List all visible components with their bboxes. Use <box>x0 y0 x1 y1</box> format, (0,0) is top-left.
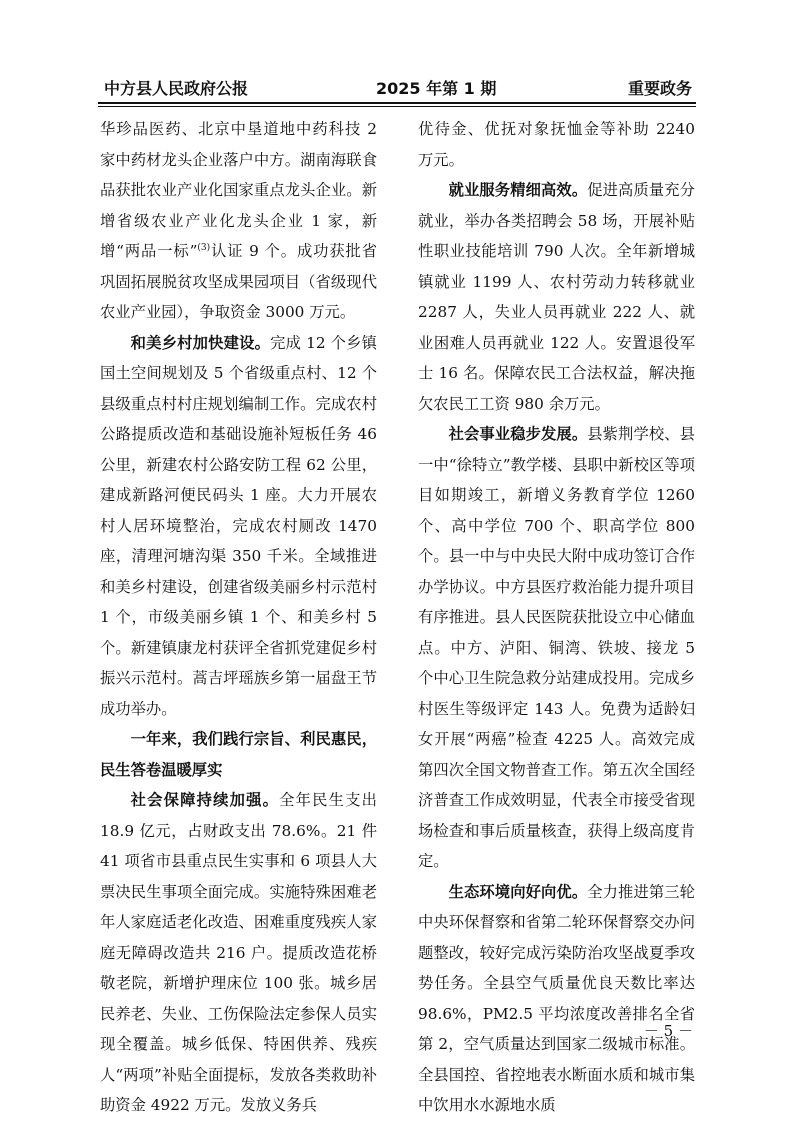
paragraph-text: 完成 12 个乡镇国土空间规划及 5 个省级重点村、12 个县级重点村村庄规划编制工作。完成农村公路提质改造和基础设施补短板任务 46 公里，新建农村公路安防工程 62 公里，建成新路河便民码头 1 座。大力开展农村人居环境整治，完成农村厕改 1470 座，清理河塘沟渠 350 千米。全域推进和美乡村建设，创建省级美丽乡村示范村 1 个，市级美丽乡镇 1 个、和美乡村 5 个。新建镇康龙村获评全省抓党建促乡村振兴示范村。蒿吉坪瑶族乡第一届盘王节成功举办。 <box>100 333 377 718</box>
paragraph-text: 促进高质量充分就业，举办各类招聘会 58 场，开展补贴性职业技能培训 790 人次。全年新增城镇就业 1199 人、农村劳动力转移就业 2287 人，失业人员再就业 222 人、就业困难人员再就业 122 人。安置退役军士 16 名。保障农民工合法权益，解决拖欠农民工工资 980 余万元。 <box>418 181 695 413</box>
header-issue: 2025 年第 1 期 <box>376 79 497 98</box>
paragraph-social-security <box>100 785 377 1121</box>
left-column <box>100 114 377 1121</box>
paragraph-ecology <box>418 877 695 1121</box>
paragraph-social-undertakings <box>418 419 695 877</box>
running-header <box>100 76 694 100</box>
paragraph-agri-enterprises <box>100 114 377 328</box>
footnote-marker: (3) <box>197 243 211 253</box>
paragraph-continuation: 优待金、优抚对象抚恤金等补助 2240 万元。 <box>418 120 695 169</box>
paragraph-text: 认证 9 个。成功获批省巩固拓展脱贫攻坚成果园项目（省级现代农业产业园），争取资金 3000 万元。 <box>100 242 377 321</box>
header-publication-title: 中方县人民政府公报 <box>104 79 249 98</box>
paragraph-lead: 生态环境向好向优。 <box>448 882 588 901</box>
paragraph-lead: 社会事业稳步发展。 <box>448 425 588 443</box>
header-section: 重要政务 <box>627 79 692 98</box>
section-heading: 一年来，我们践行宗旨、利民惠民，民生答卷温暖厚实 <box>100 730 377 779</box>
paragraph-text: 全年民生支出 18.9 亿元，占财政支出 78.6%。21 件 41 项省市县重点民生实事和 6 项县人大票决民生事项全面完成。实施特殊困难老年人家庭适老化改造、困难重度残疾人家庭无障碍改造共 216 户。提质改造花桥敬老院，新增护理床位 100 张。城乡居民养老、失业、工伤保险法定参保人员实现全覆盖。城乡低保、特困供养、残疾人“两项”补贴全面提标，发放各类救助补助资金 4922 万元。发放义务兵 <box>100 791 377 1114</box>
page-number: － 5 － <box>643 1022 693 1040</box>
paragraph-lead: 和美乡村加快建设。 <box>130 333 271 352</box>
paragraph-rural-construction <box>100 328 377 725</box>
header-rule-thin <box>98 106 696 107</box>
right-column <box>418 114 695 1121</box>
paragraph-text: 全力推进第三轮中央环保督察和省第二轮环保督察交办问题整改，较好完成污染防治攻坚战夏季攻势任务。全县空气质量优良天数比率达 98.6%，PM2.5 平均浓度改善排名全省第 2，空气质量达到国家二级城市标准。全县国控、省控地表水断面水质和城市集中饮用水水源地水质 <box>418 882 695 1114</box>
paragraph-text: 县紫荆学校、县一中“徐特立”教学楼、县职中新校区等项目如期竣工，新增义务教育学位 1260 个、高中学位 700 个、职高学位 800 个。县一中与中央民大附中成功签订合作办学协议。中方县医疗救治能力提升项目有序推进。县人民医院获批设立中心储血点。中方、泸阳、铜湾、铁坡、接龙 5 个中心卫生院急救分站建成投用。完成乡村医生等级评定 143 人。免费为适龄妇女开展“两癌”检查 4225 人。高效完成第四次全国文物普查工作。第五次全国经济普查工作成效明显，代表全市接受省现场检查和事后质量核查，获得上级高度肯定。 <box>418 425 695 870</box>
header-rule-thick <box>98 102 696 104</box>
paragraph-lead: 就业服务精细高效。 <box>448 181 588 199</box>
paragraph-lead: 社会保障持续加强。 <box>130 791 280 809</box>
paragraph-text: 华珍品医药、北京中垦道地中药科技 2 家中药材龙头企业落户中方。湖南海联食品获批农业产业化国家重点龙头企业。新增省级农业产业化龙头企业 1 家，新增“两品一标” <box>100 120 377 260</box>
paragraph-employment <box>418 175 695 419</box>
